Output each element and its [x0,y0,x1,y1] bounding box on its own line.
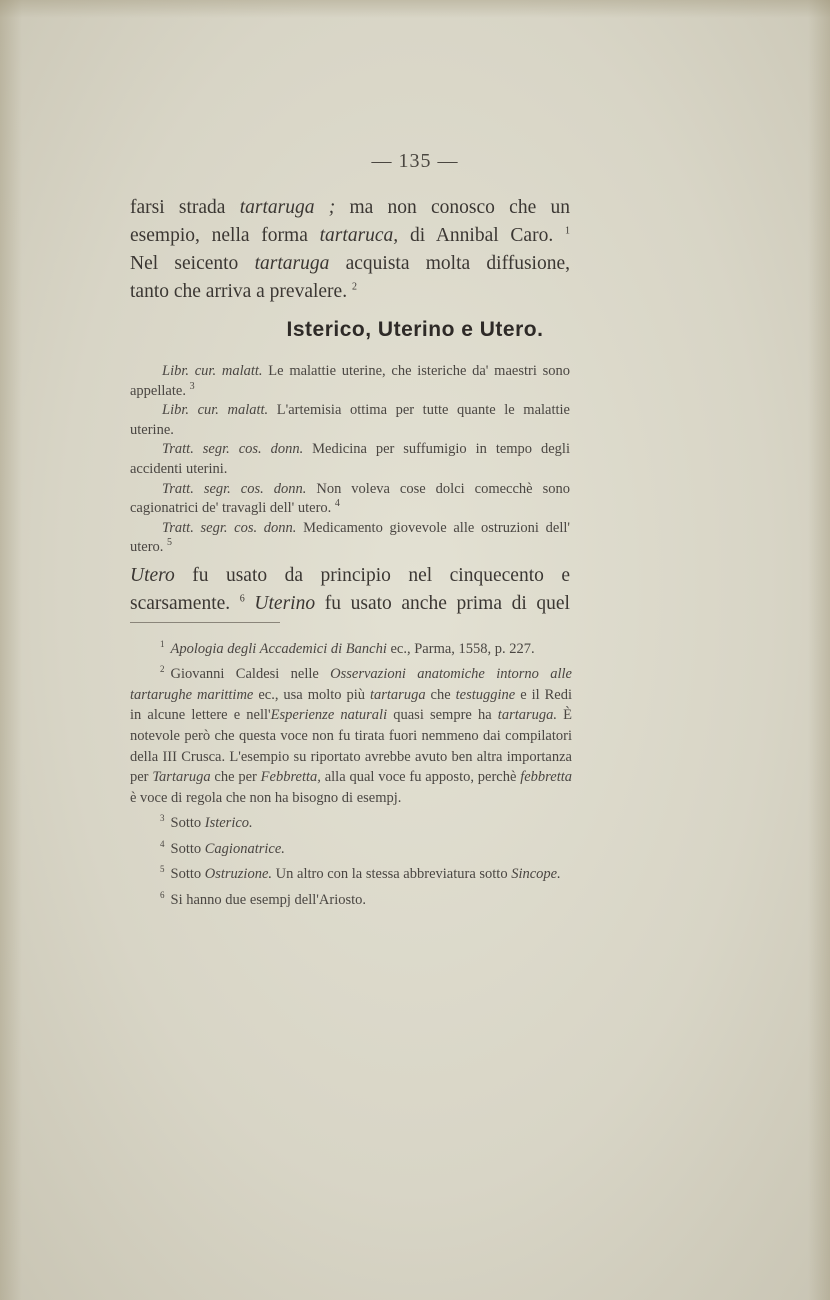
footnote-ref: 1 [564,225,570,237]
footnote-text: alla qual voce fu apposto, perchè [320,769,521,786]
paragraph-utero [130,562,570,618]
italic-word: Uterino [244,593,316,614]
footnote-mark: 3 [160,813,165,824]
footnote-text: Si hanno due esempj dell'Ariosto. [170,891,367,908]
text-run: scarsamente. [130,593,240,614]
footnote [130,885,572,910]
footnote [130,659,572,808]
footnote-ref: 5 [167,537,173,549]
text-run: farsi strada [130,197,240,218]
page-edge-shadow-right [808,0,830,1300]
footnote-separator [130,622,280,623]
footnote-ref: 6 [239,593,245,605]
quotation [130,480,570,519]
footnote-text: ec., Parma, 1558, p. 227. [386,640,535,657]
footnotes [130,634,572,910]
italic-word: tartaruga ; [239,197,336,218]
quote-source: Tratt. segr. cos. donn. [162,480,307,497]
text-run: esempio, nella forma [130,225,320,246]
footnote-italic: Sincope. [511,866,561,883]
quote-text: Medicamento giovevole alle ostruzioni dell' utero. [130,519,570,556]
page-edge-shadow-top [0,0,830,18]
quote-source: Tratt. segr. cos. donn. [162,519,297,536]
quote-text: Le malattie uterine, che isteriche da' maestri sono appellate. [130,363,570,399]
quote-text: Non voleva cose dolci comecchè sono cagionatrici de' travagli dell' utero. [130,480,570,517]
footnote-italic: testuggine [455,686,516,703]
paragraph-tartaruga [130,194,570,306]
footnote-italic: Apologia degli Accademici di Banchi [170,640,387,657]
footnote-italic: Isterico. [204,815,253,832]
footnote-ref: 3 [189,380,195,392]
footnote [130,859,572,884]
text-line [130,278,570,306]
text-line [130,562,570,590]
italic-word: tartaruca, [319,225,399,246]
footnote-text: ec., usa molto più [253,686,370,703]
footnote [130,634,572,659]
text-run: tanto che arriva a prevalere. [130,281,352,302]
footnote-text: quasi sempre ha [387,707,498,724]
text-line [130,250,570,278]
quote-text: Medicina per suffumigio in tempo degli accidenti uterini. [130,441,570,477]
footnote [130,808,572,833]
footnote-ref: 4 [334,498,340,510]
quotation [130,401,570,440]
footnote-italic: Ostruzione. [204,866,273,883]
footnote-text: Sotto [170,815,205,832]
footnote-text: che per [210,769,261,786]
text-run: fu usato anche prima di quel [315,593,570,614]
quotation-list [130,362,570,558]
footnote-text: Un altro con la stessa abbreviatura sotto [272,866,512,883]
footnote-text: e il Redi in alcune lettere e nell' [130,686,572,724]
quotation [130,440,570,479]
text-run: acquista molta diffusione, [329,253,571,274]
footnote [130,834,572,859]
quote-source: Tratt. segr. cos. donn. [162,441,304,458]
footnote-italic: tartaruga [369,686,426,703]
footnote-mark: 6 [160,889,165,900]
footnote-italic: Cagionatrice. [204,840,285,857]
text-line [130,194,570,222]
footnote-italic: Osservazioni anatomiche intorno alle tartarughe marittime [130,666,572,703]
page-edge-shadow-left [0,0,22,1300]
quotation [130,362,570,401]
italic-word: tartaruga [254,253,330,274]
footnote-text: Sotto [170,866,205,883]
quotation [130,519,570,558]
footnote-mark: 4 [160,838,165,849]
quote-source: Libr. cur. malatt. [162,402,269,419]
footnote-text: È notevole però che questa voce non fu tirata fuori nemmeno dai compilatori della III Crusca. L'esempio su riportato avrebbe avuto ben altra importanza per [130,707,572,786]
footnote-mark: 5 [160,864,165,875]
footnote-text: Giovanni Caldesi nelle [170,666,331,683]
text-line [130,590,570,618]
text-line [130,222,570,250]
text-run: ma non conosco che un [335,197,570,218]
quote-text: L'artemisia ottima per tutte quante le malattie uterine. [130,402,570,438]
section-heading: Isterico, Uterino e Utero. [286,318,544,341]
quote-source: Libr. cur. malatt. [162,363,263,379]
footnote-text: che [425,686,456,703]
page-number: — 135 — [371,150,459,172]
footnote-italic: Febbretta, [260,769,321,786]
footnote-italic: Tartaruga [152,769,211,786]
italic-word: Utero [130,565,175,586]
footnote-mark: 2 [160,664,165,675]
footnote-text: Sotto [170,840,205,857]
footnote-ref: 2 [351,281,357,293]
footnote-italic: febbretta [520,769,573,786]
text-run: Nel seicento [130,253,255,274]
footnote-italic: Esperienze naturali [270,707,388,724]
text-run: fu usato da principio nel cinquecento e [174,565,570,586]
footnote-mark: 1 [160,639,165,649]
footnote-italic: tartaruga. [497,707,558,724]
footnote-text: è voce di regola che non ha bisogno di esempj. [130,789,402,806]
text-run: di Annibal Caro. [398,225,565,246]
